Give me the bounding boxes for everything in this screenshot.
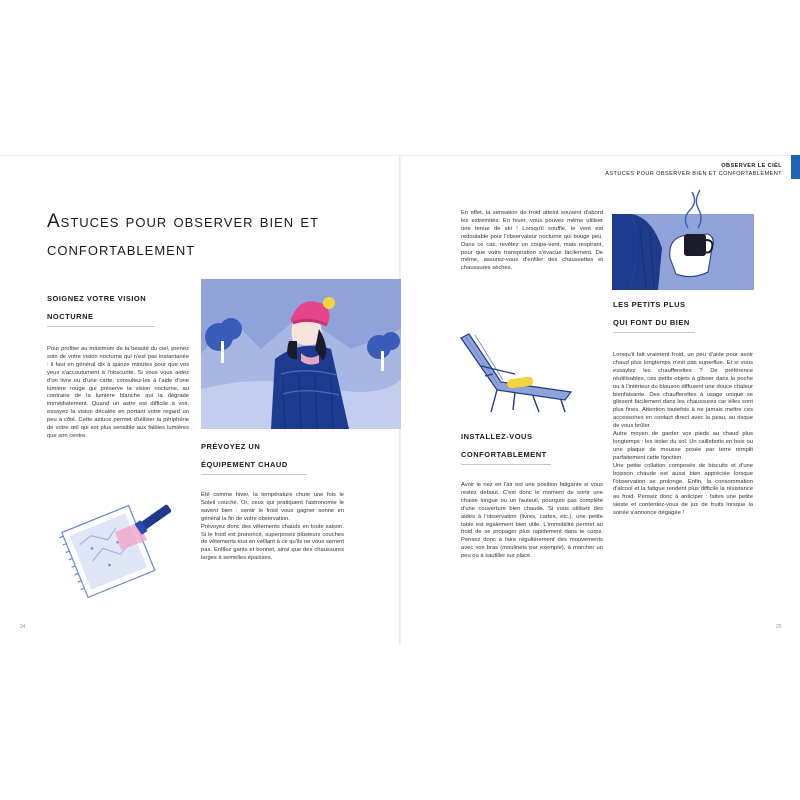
section-heading-extras xyxy=(613,296,695,333)
section-body-vision xyxy=(47,346,189,441)
heading-rule xyxy=(613,332,695,333)
illustration-woman-hat xyxy=(201,279,401,429)
section-body-equipment xyxy=(201,492,344,563)
section-body-comfort xyxy=(461,482,603,561)
illustration-hot-drink xyxy=(612,188,754,290)
section-heading-vision-text: SOIGNEZ VOTRE VISION NOCTURNE xyxy=(47,294,147,321)
running-head-section: OBSERVER LE CIEL xyxy=(721,163,782,169)
section-heading-extras-text: LES PETITS PLUS QUI FONT DU BIEN xyxy=(613,300,690,327)
heading-rule xyxy=(461,464,551,465)
heading-rule xyxy=(201,474,307,475)
illustration-deck-chair xyxy=(455,330,575,415)
section-heading-equipment xyxy=(201,438,307,475)
section-heading-comfort-text: INSTALLEZ-VOUS CONFORTABLEMENT xyxy=(461,432,547,459)
paragraph: Une petite collation composée de biscuits et d'une boisson chaude est aussi bien appréciée lorsque l'observation se prolonge. Enfin, la consommation d'alcool et la fatigue rendent plus difficile la résistance au froid. Pensez donc à anticiper : faites une petite sieste et contentez-vous de jus de fruits lorsque la soirée s'annonce dégagée ! xyxy=(613,462,753,517)
section-body-cold-intro xyxy=(461,210,603,273)
page-number-left: 24 xyxy=(20,624,26,630)
paragraph: Lorsqu'il fait vraiment froid, un peu d'aide pour avoir chaud plus longtemps n'est pas superflue. Et si vous essayiez les chaufferettes ? De préférence réutilisables, ces petits objets à glisser dans la poche ou à l'intérieur du blouson diffusent une douce chaleur bienfaisante. Des chaufferettes à usage unique se glissent facilement dans les chaussures car elles sont plus fines. Attention toutefois à ne jamais mettre ces accessoires en contact direct avec la peau, au risque de vous brûler. xyxy=(613,352,753,430)
section-heading-equipment-text: PRÉVOYEZ UN ÉQUIPEMENT CHAUD xyxy=(201,442,288,469)
chapter-tab-marker xyxy=(791,155,800,179)
paragraph: Été comme hiver, la température chute une fois le Soleil couché. Or, ceux qui pratiquent l'astronomie le savent bien : sentir le froid vous gagner sonne en général la fin de votre observation. xyxy=(201,492,344,522)
paragraph: Prévoyez donc des vêtements chauds en toute saison. Si le froid est prononcé, superposez plusieurs couches de vêtements tout en veillant à ce qu'ils ne vous serrent pas. Enfilez gants et bonnet, ainsi que des chaussures larges à semelles épaisses. xyxy=(201,523,344,562)
section-heading-comfort xyxy=(461,428,551,465)
page-title: Astuces pour observer bien et confortablement xyxy=(47,211,320,260)
section-heading-vision xyxy=(47,290,155,327)
paragraph: Pour profiter au maximum de la beauté du ciel, prenez soin de votre vision nocturne qui n'est pas instantanée : il faut en général dix à quinze minutes pour que vos yeux s'accoutument à l'obscurité. Si vous vous aidez d'un livre ou d'une carte, consultez-les à l'aide d'une lumière rouge qui préserve la vision nocturne, au contraire de la lumière blanche qui la dégrade immédiatement. Quand un astre est difficile à voir, essayez la vision décalée en portant votre regard un peu à côté. Cette astuce permet d'utiliser la périphérie de votre œil qui est plus sensible aux faibles lumières que son centre. xyxy=(47,346,189,439)
paragraph: En effet, la sensation de froid atteint souvent d'abord les extrémités. En hiver, vous pouvez même utiliser une tenue de ski ! Lorsqu'il souffle, le vent est redoutable pour l'observateur nocturne qui bouge peu. Dans ce cas, revêtez un coupe-vent, mais respirant, pour que votre transpiration s'évacue facilement. De même, assurez-vous d'enfiler des chaussettes et chaussures sèches. xyxy=(461,210,603,272)
paragraph: Autre moyen de garder vos pieds au chaud plus longtemps : les isoler du sol. Un caillebotis en bois ou une plaque de mousse posée par terre remplit parfaitement cette fonction. xyxy=(613,431,753,461)
paragraph: Avoir le nez en l'air est une position fatigante si vous restez debout. C'est donc le moment de sortir une chaise longue ou un fauteuil, pourquoi pas complété d'une couverture bien chaude. Si vous utilisez des aides à l'observation (livres, cartes, etc.), une petite table est également bien utile. L'immobilité permet au froid de se propager plus rapidement dans le corps. Pensez donc à faire régulièrement des mouvements avec vos bras (moulinets par exemple), à marcher un peu ou à sautiller sur place. xyxy=(461,482,603,560)
heading-rule xyxy=(47,326,155,327)
page-number-right: 25 xyxy=(776,624,782,630)
illustration-notebook-flashlight xyxy=(55,492,180,602)
section-body-extras xyxy=(613,352,753,518)
running-head xyxy=(605,162,782,178)
running-head-chapter: ASTUCES POUR OBSERVER BIEN ET CONFORTABLEMENT xyxy=(605,171,782,177)
